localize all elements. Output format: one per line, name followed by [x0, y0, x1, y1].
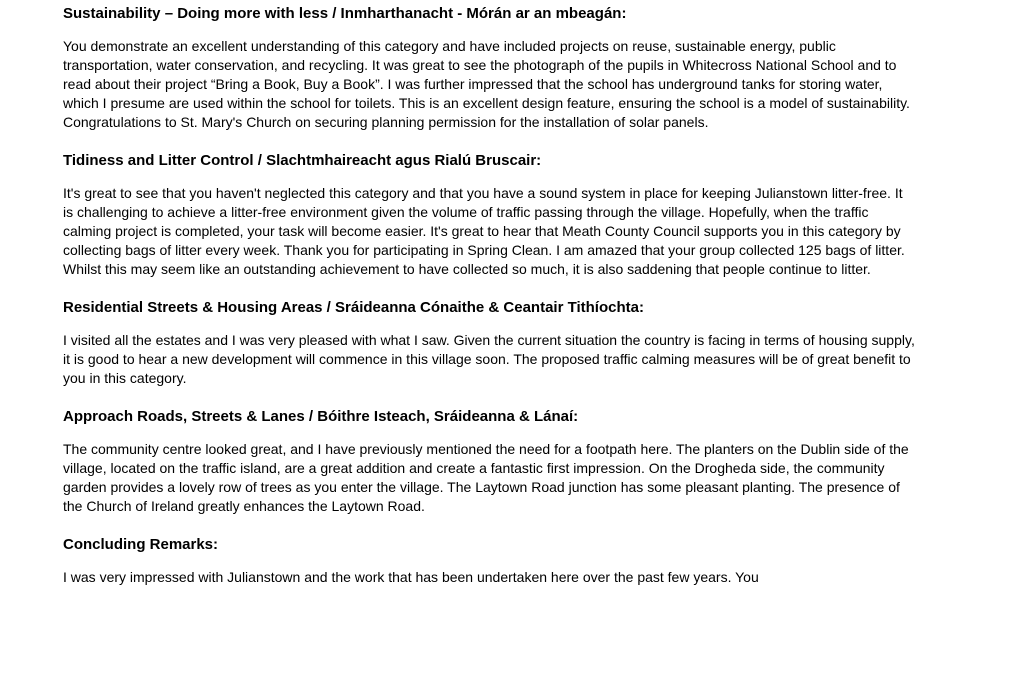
section-heading-concluding-remarks: Concluding Remarks:	[63, 536, 219, 553]
section-residential-streets	[63, 298, 915, 388]
section-sustainability	[63, 4, 915, 132]
section-heading-tidiness-litter-control: Tidiness and Litter Control / Slachtmhaireacht agus Rialú Bruscair:	[63, 152, 542, 169]
section-tidiness-litter-control	[63, 151, 915, 279]
section-concluding-remarks	[63, 535, 915, 587]
section-approach-roads	[63, 407, 915, 516]
section-heading-approach-roads: Approach Roads, Streets & Lanes / Bóithre Isteach, Sráideanna & Lánaí:	[63, 408, 579, 425]
section-heading-sustainability: Sustainability – Doing more with less / Inmharthanacht - Mórán ar an mbeagán:	[63, 5, 627, 22]
section-body-approach-roads: The community centre looked great, and I have previously mentioned the need for a footpath here. The planters on the Dublin side of the village, located on the traffic island, are a great addition and create a fantastic first impression. On the Drogheda side, the community garden provides a lovely row of trees as you enter the village. The Laytown Road junction has some pleasant planting. The presence of the Church of Ireland greatly enhances the Laytown Road.	[63, 441, 909, 514]
section-body-sustainability: You demonstrate an excellent understanding of this category and have included projects on reuse, sustainable energy, public transportation, water conservation, and recycling. It was great to see the photograph of the pupils in Whitecross National School and to read about their project “Bring a Book, Buy a Book”. I was further impressed that the school has underground tanks for storing water, which I presume are used within the school for toilets. This is an excellent design feature, ensuring the school is a model of sustainability. Congratulations to St. Mary's Church on securing planning permission for the installation of solar panels.	[63, 38, 910, 130]
section-heading-residential-streets: Residential Streets & Housing Areas / Sráideanna Cónaithe & Ceantair Tithíochta:	[63, 299, 644, 316]
section-body-tidiness-litter-control: It's great to see that you haven't neglected this category and that you have a sound system in place for keeping Julianstown litter-free. It is challenging to achieve a litter-free environment given the volume of traffic passing through the village. Hopefully, when the traffic calming project is completed, your task will become easier. It's great to hear that Meath County Council supports you in this category by collecting bags of litter every week. Thank you for participating in Spring Clean. I am amazed that your group collected 125 bags of litter. Whilst this may seem like an outstanding achievement to have collected so much, it is also saddening that people continue to litter.	[63, 185, 905, 277]
section-body-residential-streets: I visited all the estates and I was very pleased with what I saw. Given the current situation the country is facing in terms of housing supply, it is good to hear a new development will commence in this village soon. The proposed traffic calming measures will be of great benefit to you in this category.	[63, 332, 915, 386]
section-body-concluding-remarks: I was very impressed with Julianstown and the work that has been undertaken here over the past few years. You	[63, 569, 759, 585]
